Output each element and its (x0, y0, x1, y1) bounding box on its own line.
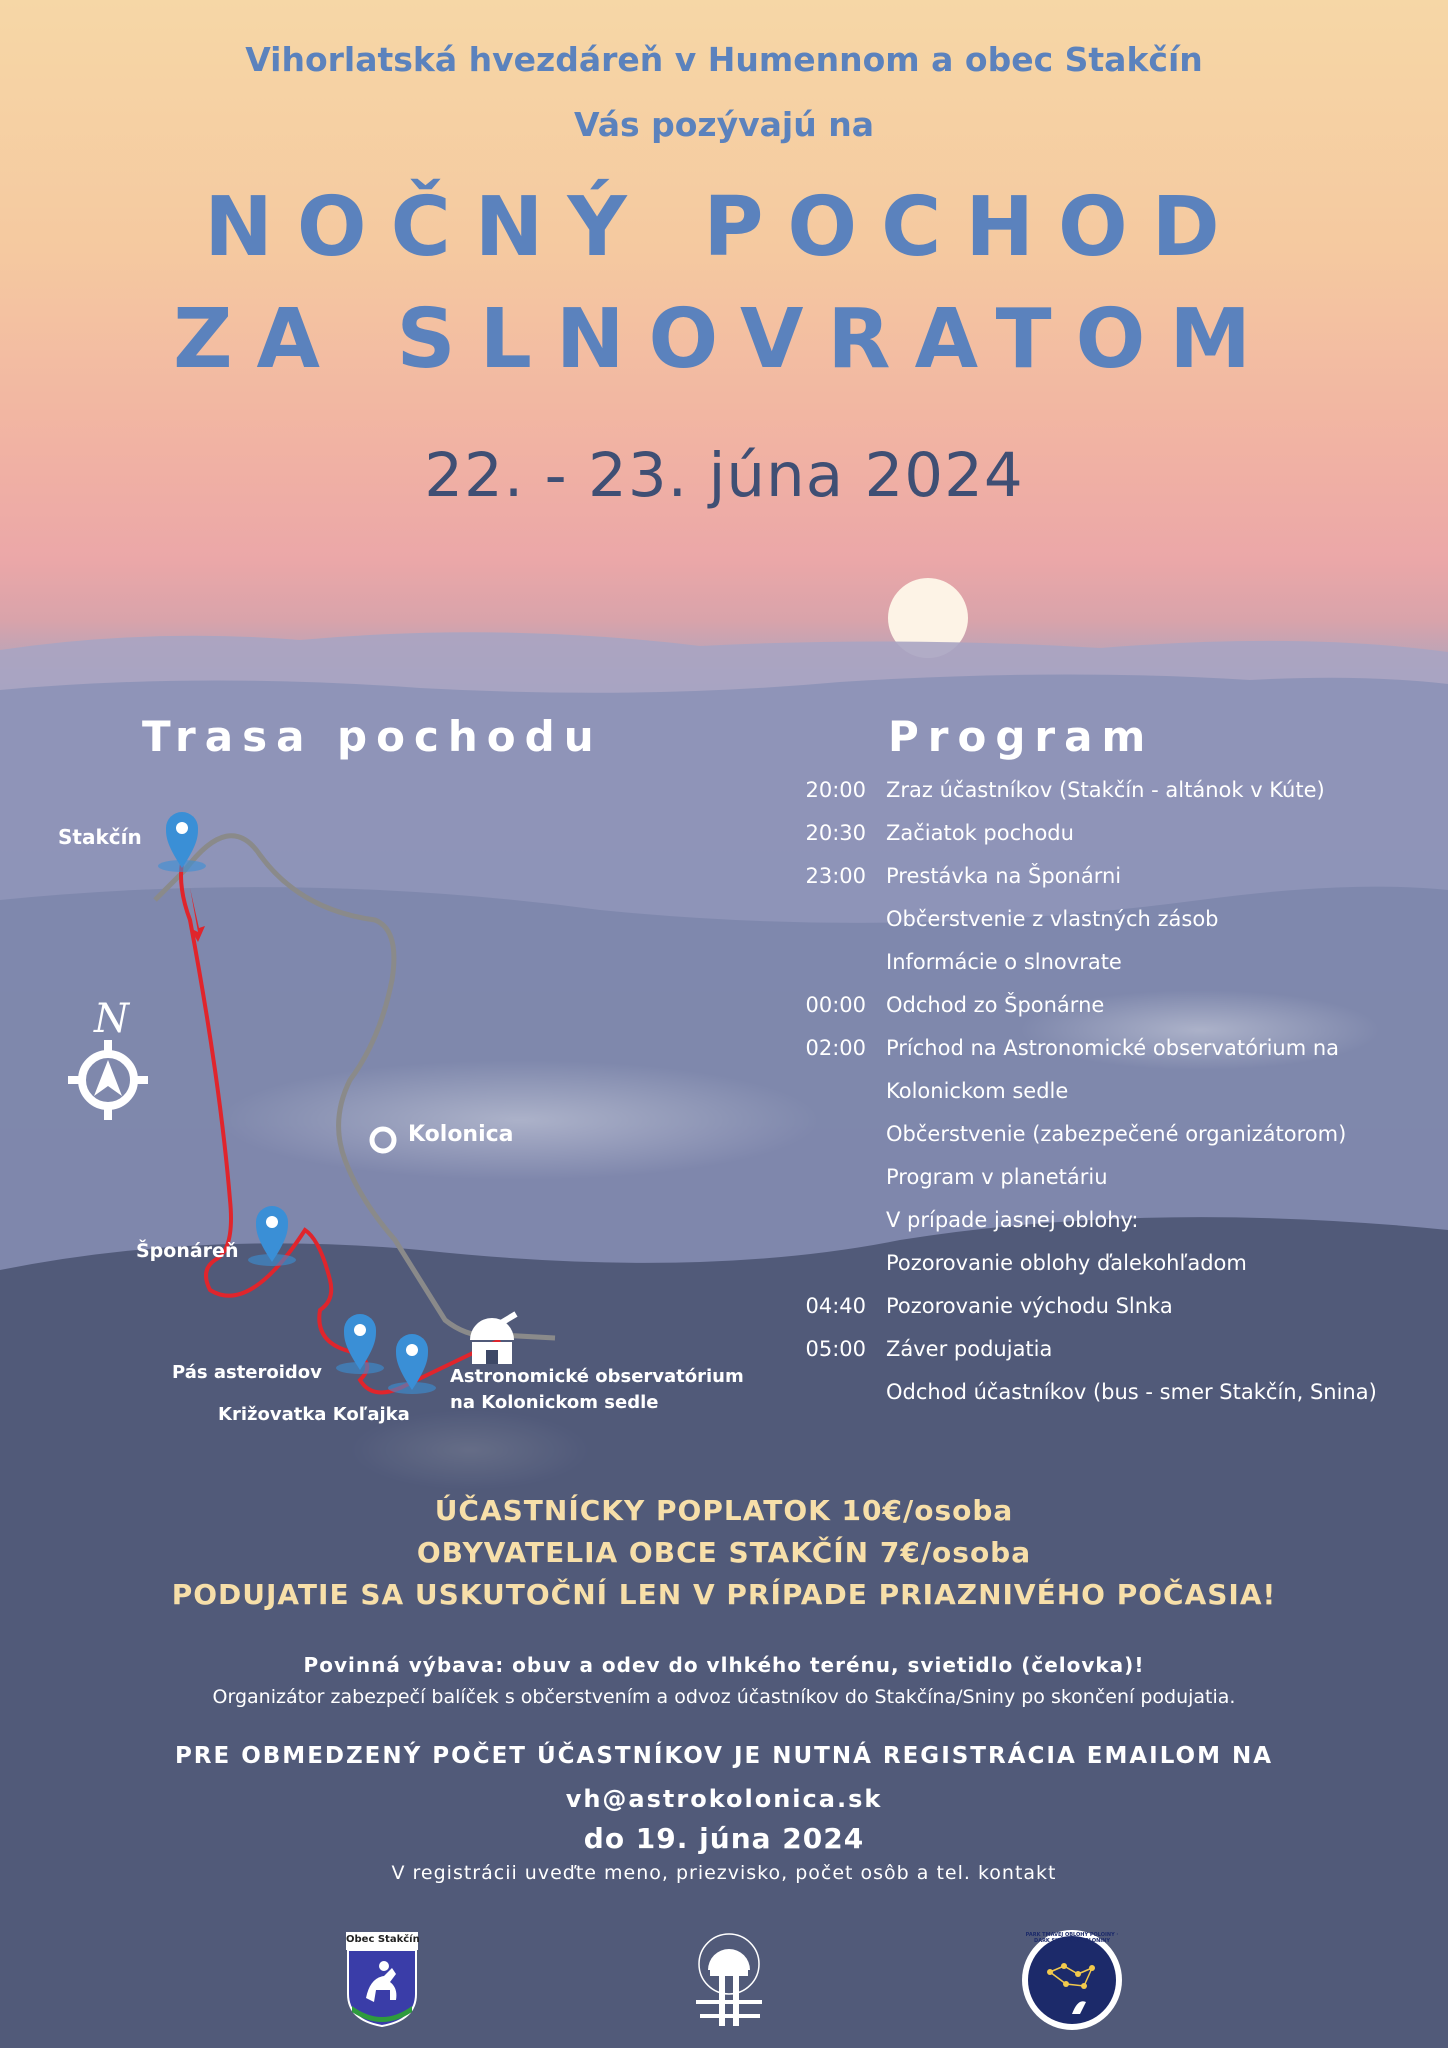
label-stakcin: Stakčín (58, 825, 142, 849)
program-time: 20:30 (805, 821, 866, 845)
pin-krizovatka (388, 1334, 436, 1394)
program-time: 20:00 (805, 778, 866, 802)
kolonica-marker (372, 1129, 394, 1151)
organizer-note: Organizátor zabezpečí balíček s občerstvením a odvoz účastníkov do Stakčína/Sniny po skončení podujatia. (212, 1686, 1236, 1708)
program-text: Záver podujatia (886, 1337, 1053, 1361)
program-time: 00:00 (805, 993, 866, 1017)
registration-deadline: do 19. júna 2024 (583, 1822, 865, 1855)
label-pas-asteroidov: Pás asteroidov (172, 1362, 322, 1383)
stakcin-coat-of-arms (346, 1932, 418, 2028)
compass-icon (68, 1040, 148, 1120)
program-heading: Program (888, 712, 1155, 761)
program-row (790, 1122, 1440, 1165)
weather-notice: PODUJATIE SA USKUTOČNÍ LEN V PRÍPADE PRIAZNIVÉHO POČASIA! (171, 1578, 1277, 1611)
pin-pas-asteroidov (336, 1314, 384, 1374)
pin-stakcin (158, 812, 206, 872)
program-time: 23:00 (805, 864, 866, 888)
program-text: Prestávka na Šponárni (886, 864, 1122, 888)
program-row (790, 1036, 1440, 1079)
program-row (790, 1380, 1440, 1423)
program-row (790, 1294, 1440, 1337)
program-text: Odchod zo Šponárne (886, 993, 1105, 1017)
program-text: Pozorovanie oblohy ďalekohľadom (886, 1251, 1247, 1275)
program-text: Kolonickom sedle (886, 1079, 1069, 1103)
program-row (790, 1337, 1440, 1380)
title-line-1: NOČNÝ POCHOD (204, 180, 1244, 275)
label-kolonica: Kolonica (408, 1122, 514, 1147)
road-line (155, 836, 555, 1338)
label-krizovatka: Križovatka Koľajka (218, 1404, 410, 1425)
program-row (790, 1079, 1440, 1122)
program-time: 02:00 (805, 1036, 866, 1060)
program-row (790, 993, 1440, 1036)
program-row (790, 821, 1440, 864)
registration-note: V registrácii uveďte meno, priezvisko, počet osôb a tel. kontakt (391, 1862, 1057, 1884)
organizers-line: Vihorlatská hvezdáreň v Humennom a obec Stakčín (245, 40, 1203, 79)
program-text: Začiatok pochodu (886, 821, 1074, 845)
program-text: Príchod na Astronomické observatórium na (886, 1036, 1340, 1060)
fee-line-1: ÚČASTNÍCKY POPLATOK 10€/osoba (434, 1494, 1014, 1527)
observatory-logo-icon (686, 1930, 772, 2030)
label-observatory-1: Astronomické observatórium (450, 1366, 744, 1387)
program-text: Informácie o slnovrate (886, 950, 1122, 974)
program-row (790, 950, 1440, 993)
program-text: Občerstvenie (zabezpečené organizátorom) (886, 1122, 1347, 1146)
program-text: Odchod účastníkov (bus - smer Stakčín, Snina) (886, 1380, 1377, 1404)
dark-sky-park-text: PARK TMAVEJ OBLOHY POLOINY · DARK SKY PARK POLONINY (1025, 1932, 1119, 1944)
coat-of-arms-icon (346, 1932, 418, 2028)
compass-north-letter: N (94, 996, 129, 1042)
fee-line-2: OBYVATELIA OBCE STAKČÍN 7€/osoba (416, 1536, 1032, 1569)
route-map (0, 780, 780, 1430)
program-time: 05:00 (805, 1337, 866, 1361)
dark-sky-park-logo (1020, 1928, 1124, 2032)
registration-line: PRE OBMEDZENÝ POČET ÚČASTNÍKOV JE NUTNÁ REGISTRÁCIA EMAILOM NA (174, 1743, 1274, 1769)
program-text: Pozorovanie východu Slnka (886, 1294, 1173, 1318)
invite-line: Vás pozývajú na (574, 105, 874, 144)
title-line-2: ZA SLNOVRATOM (173, 292, 1275, 387)
program-text: Občerstvenie z vlastných zásob (886, 907, 1219, 931)
equipment-note: Povinná výbava: obuv a odev do vlhkého terénu, svietidlo (čelovka)! (303, 1653, 1145, 1677)
program-text: V prípade jasnej oblohy: (886, 1208, 1139, 1232)
program-row (790, 1251, 1440, 1294)
program-row (790, 1165, 1440, 1208)
label-observatory-2: na Kolonickom sedle (450, 1392, 659, 1413)
program-row (790, 907, 1440, 950)
event-date: 22. - 23. júna 2024 (424, 440, 1024, 511)
observatory-icon (470, 1314, 516, 1364)
label-sponaren: Šponáreň (136, 1240, 239, 1262)
pin-sponaren (248, 1206, 296, 1266)
program-row (790, 1208, 1440, 1251)
registration-email[interactable]: vh@astrokolonica.sk (565, 1785, 883, 1813)
program-text: Program v planetáriu (886, 1165, 1108, 1189)
program-row (790, 778, 1440, 821)
program-text: Zraz účastníkov (Stakčín - altánok v Kúte) (886, 778, 1325, 802)
stakcin-logo-text: Obec Stakčín (346, 1934, 420, 1945)
program-time: 04:40 (805, 1294, 866, 1318)
program-row (790, 864, 1440, 907)
route-heading: Trasa pochodu (142, 712, 603, 761)
